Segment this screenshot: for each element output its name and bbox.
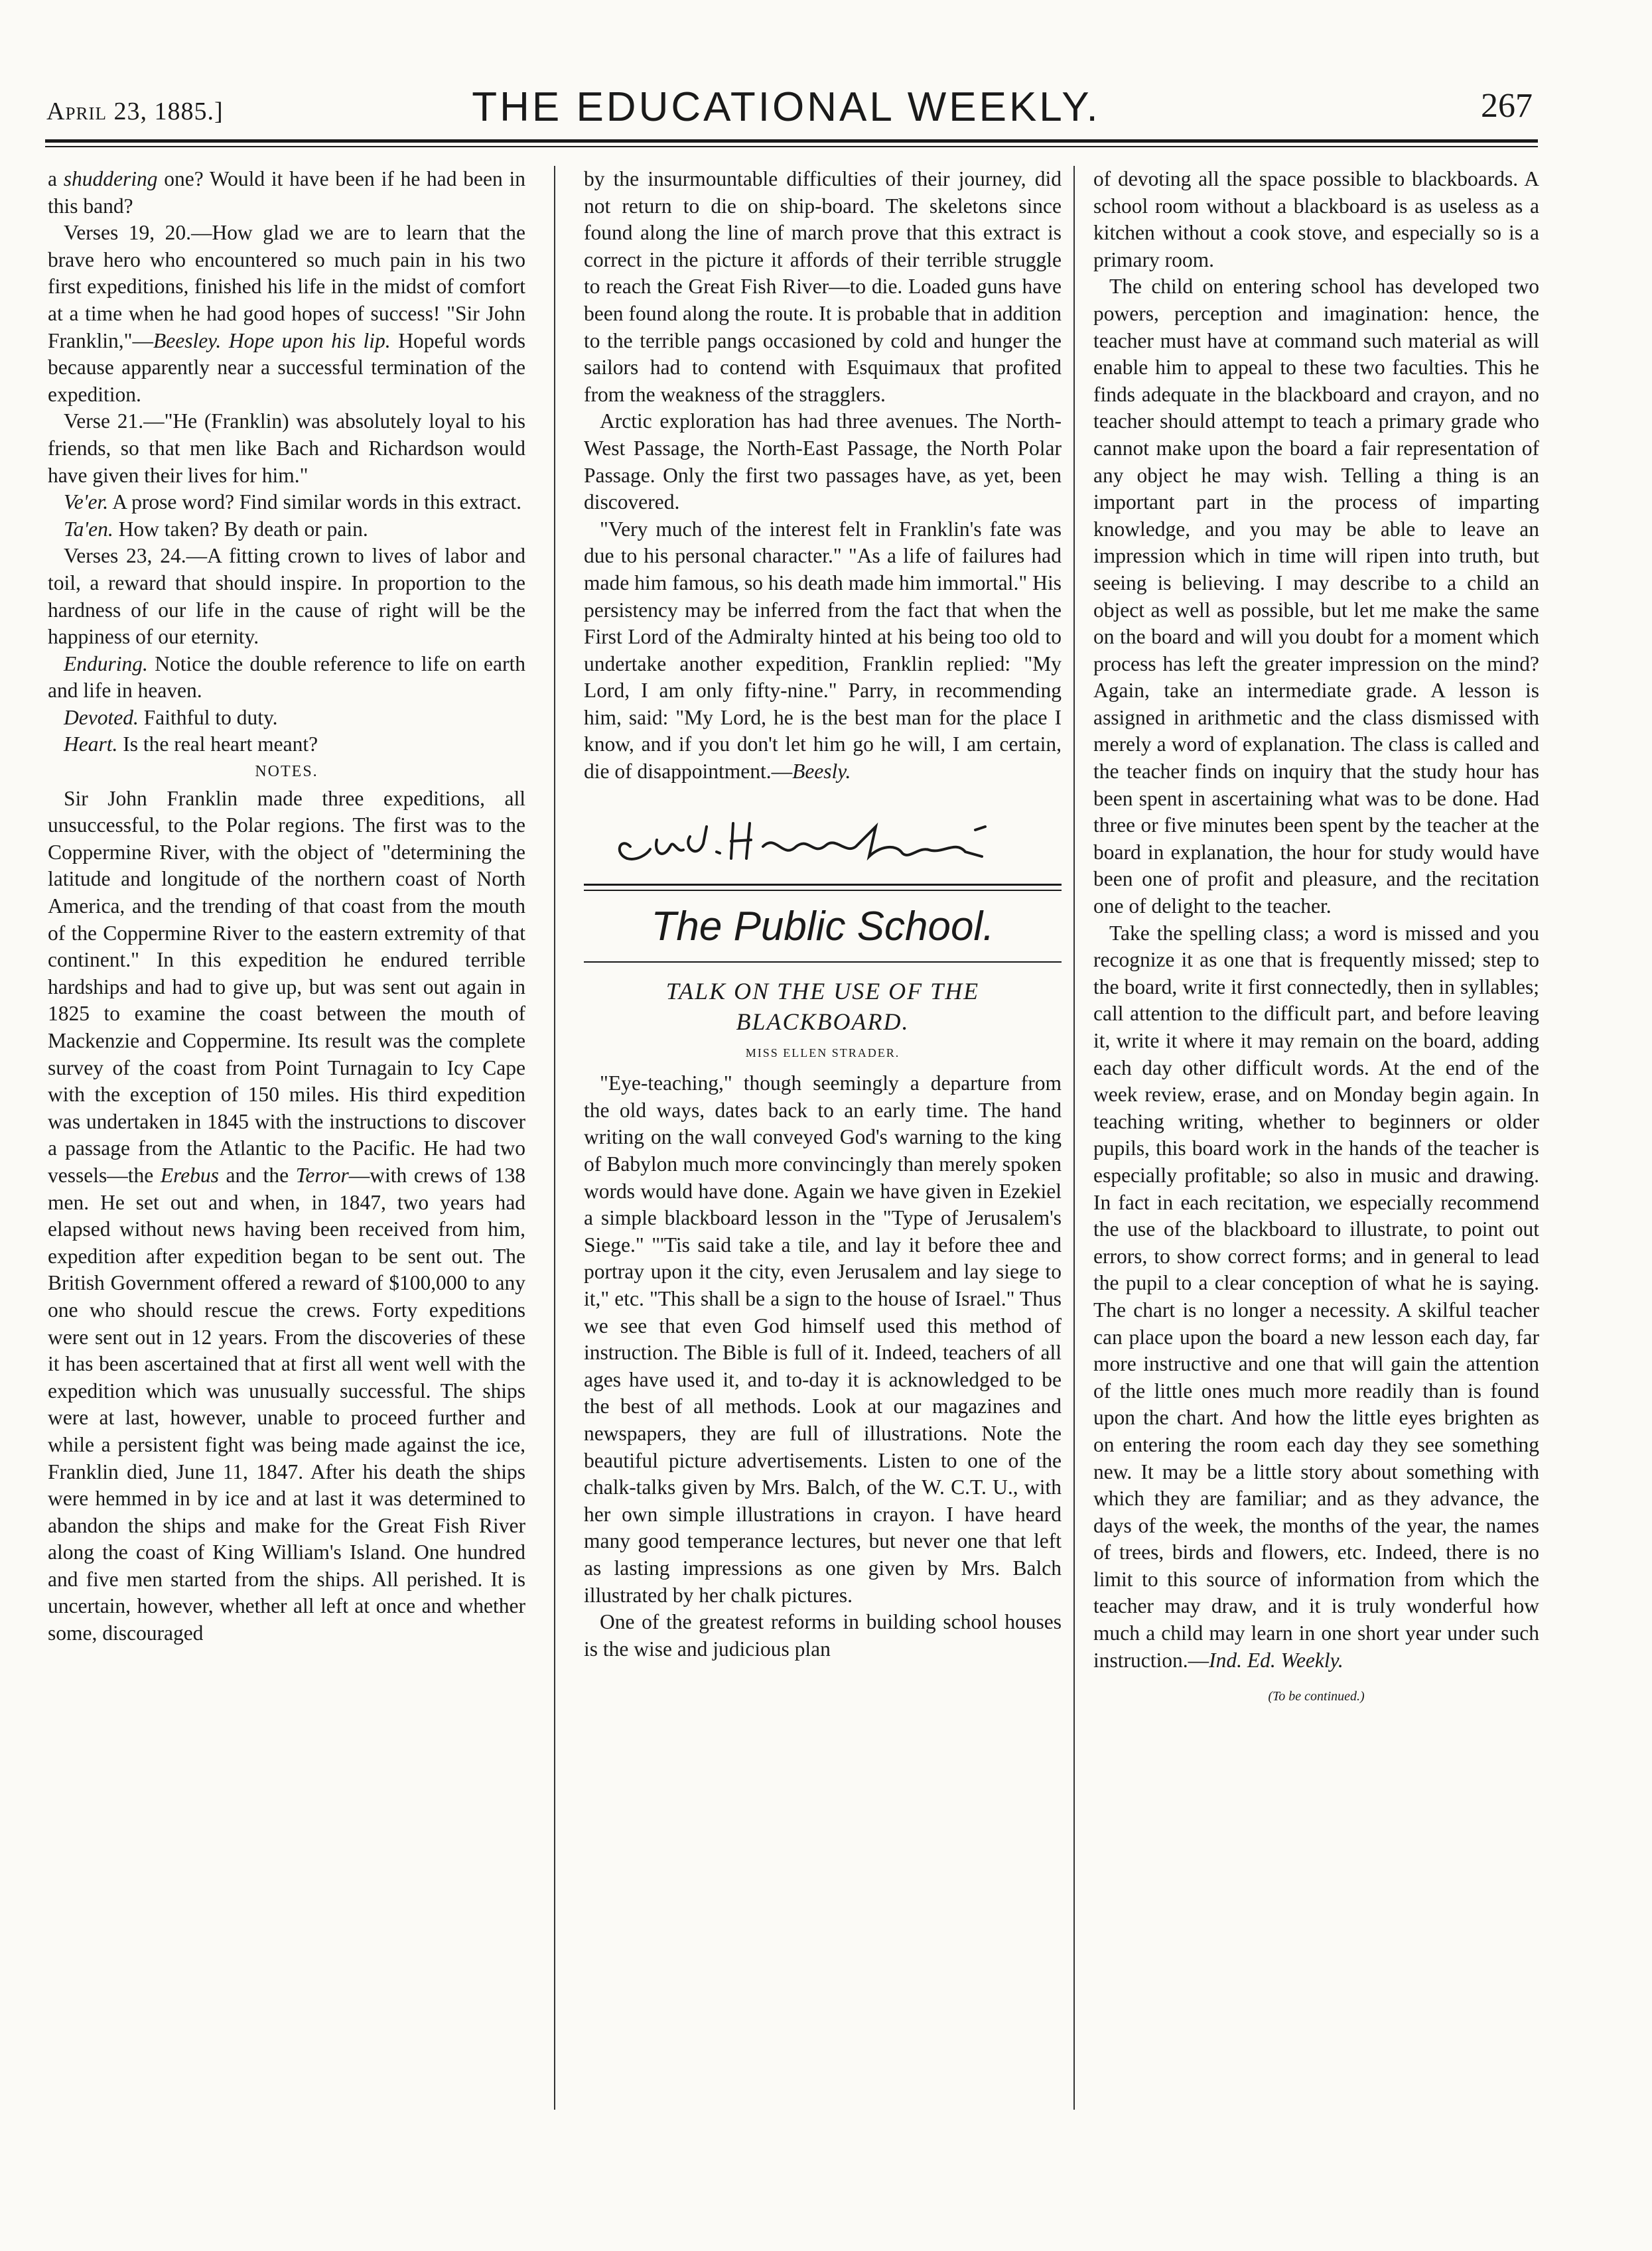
paragraph: Ta'en. How taken? By death or pain.	[64, 517, 368, 541]
page-number: 267	[1481, 87, 1533, 125]
notes-heading: NOTES.	[255, 763, 318, 781]
paragraph: of devoting all the space possible to blackboards. A school room without a blackboard is as useless as a kitchen without a cook stove, and especially so is a primary room.	[1093, 167, 1539, 271]
paragraph: Take the spelling class; a word is missed and you recognize it as one that is frequently missed; step to the board, write it first connectedly, then in syllables; call attention to the difficult part, and before leaving it, write it where it may remain on the board, adding each day other difficult words. At the end of the week review, erase, and on Monday begin again. In teaching writing, whether to beginners or older pupils, this board work in the hands of the teacher is especially profitable; so also in music and drawing. In fact in each recitation, we especially recommend the use of the blackboard to illustrate, to point out errors, to show correct forms; and in general to lead the pupil to a clear conception of what he is saying. The chart is no longer a necessity. A skilful teacher can place upon the board a new lesson each day, far more instructive and one that will gain the attention of the little ones much more readily than is found upon the chart. And how the little eyes brighten as on entering the room each day they see something new. It may be a little story about something with which they are familiar; and as they advance, the days of the week, the months of the year, the names of trees, birds and flowers, etc. Indeed, there is no limit to this source of information from which the teacher may draw, and it is truly wonderful how much a child may learn in one short year under such instruction.—Ind. Ed. Weekly.	[1093, 921, 1539, 1672]
section-rule-top	[584, 884, 1062, 886]
paragraph: "Eye-teaching," though seemingly a departure from the old ways, dates back to an early time. The hand writing on the wall conveyed God's warning to the king of Babylon much more convincingly than merely spoken words would have done. Again we have given in Ezekiel a simple blackboard lesson in the "Type of Jerusalem's Siege." "'Tis said take a tile, and lay it before thee and portray upon it the city, even Jerusalem and lay siege to it," etc. "This shall be a sign to the house of Israel." Thus we see that even God himself used this method of instruction. The Bible is full of it. Indeed, teachers of all ages have used it, and to-day it is acknowledged to be the best of all methods. Look at our magazines and newspapers, they are full of illustrations. Note the beautiful picture advertisements. Listen to one of the chalk-talks given by Mrs. Balch, of the W. C.T. U., with her own simple illustrations in crayon. I have heard many good temperance lectures, but never one that left as lasting impressions as one given by Mrs. Balch illustrated by her chalk pictures.	[584, 1071, 1062, 1607]
column-divider-left	[554, 166, 555, 2110]
column-middle	[584, 166, 1062, 1663]
article-byline: MISS ELLEN STRADER.	[745, 1046, 900, 1059]
continued-note: (To be continued.)	[1268, 1689, 1365, 1704]
paragraph: The child on entering school has developed two powers, perception and imagination: hence, the teacher must have at command such material as will enable him to appeal to these two faculties. This he finds adequate in the blackboard and crayon, and no teacher should attempt to teach a primary grade who cannot make upon the board a fair representation of any object he may wish. Telling a thing is an important part in the process of imparting knowledge, and you may be able to leave an impression which in time will ripen into truth, but seeing is believing. I may describe to a child an object as well as possible, but let me make the same on the board and will you doubt for a moment which process has left the greater impression on the mind? Again, take an intermediate grade. A lesson is assigned in arithmetic and the class dismissed with merely a word of explanation. The class is called and the teacher finds on inquiry that the study hour has been spent in ascertaining what was to be done. Had three or five minutes been spent by the teacher at the board in explanation, the hour for study would have been one of profit and pleasure, and the recitation one of delight to the teacher.	[1093, 275, 1539, 918]
signature-image	[584, 800, 1062, 873]
section-rule-bottom	[584, 961, 1062, 963]
section-rule-top-thin	[584, 890, 1062, 891]
publication-title: THE EDUCATIONAL WEEKLY.	[472, 84, 1101, 130]
paragraph: Ve'er. A prose word? Find similar words in this extract.	[64, 490, 522, 514]
paragraph: One of the greatest reforms in building school houses is the wise and judicious plan	[584, 1610, 1062, 1661]
paragraph: Verses 19, 20.—How glad we are to learn that the brave hero who encountered so much pain in his two first expeditions, finished his life in the midst of comfort at a time when he had good hopes of success! "Sir John Franklin,"—Beesley. Hope upon his lip. Hopeful words because apparently near a successful termination of the expedition.	[48, 221, 525, 406]
paragraph: Verses 23, 24.—A fitting crown to lives of labor and toil, a reward that should inspire. In proportion to the hardness of our life in the cause of right will be the happiness of our eternity.	[48, 544, 525, 649]
paragraph: "Very much of the interest felt in Franklin's fate was due to his personal character." "As a life of failures had made him famous, so his death made him immortal." His persistency may be inferred from the fact that when the First Lord of the Admiralty hinted at his being too old to undertake another expedition, Franklin replied: "My Lord, I am only fifty-nine." Parry, in recommending him, said: "My Lord, he is the best man for the place I know, and if you don't let him go he will, I am certain, die of disappointment.—Beesly.	[584, 517, 1062, 784]
article-title: TALK ON THE USE OF THE BLACKBOARD.	[665, 977, 980, 1035]
paragraph: Verse 21.—"He (Franklin) was absolutely loyal to his friends, so that men like Bach and Richardson would have given their lives for him."	[48, 409, 525, 487]
paragraph: Arctic exploration has had three avenues. The North-West Passage, the North-East Passage, the North Polar Passage. Only the first two passages have, as yet, been discovered.	[584, 409, 1062, 514]
column-right	[1093, 166, 1539, 1710]
masthead	[40, 78, 1533, 139]
paragraph: a shuddering one? Would it have been if he had been in this band?	[48, 167, 526, 218]
header-rule-thin	[45, 146, 1538, 147]
paragraph: Sir John Franklin made three expeditions, all unsuccessful, to the Polar regions. The first was to the Coppermine River, with the object of "determining the latitude and longitude of the northern coast of North America, and the trending of that coast from the mouth of the Coppermine River to the eastern extremity of that continent." In this expedition he endured terrible hardships and had to give up, but was sent out again in 1825 to examine the coast between the mouth of Mackenzie and Coppermine. Its result was the complete survey of the coast from Point Turnagain to Icy Cape with the exception of 150 miles. His third expedition was undertaken in 1845 with the instructions to discover a passage from the Atlantic to the Pacific. He had two vessels—the Erebus and the Terror—with crews of 138 men. He set out and when, in 1847, two years had elapsed without news having been received from him, expedition after expedition began to be sent out. The British Government offered a reward of $100,000 to any one who should rescue the crews. Forty expeditions were sent out in 12 years. From the discoveries of these it has been ascertained that at first all went well with the expedition which was unusually successful. The ships were at last, however, unable to proceed further and while a persistent fight was being made against the ice, Franklin died, June 11, 1847. After his death the ships were hemmed in by ice and at last it was determined to abandon the ships and make for the Great Fish River along the coast of King William's Island. One hundred and five men started from the ships. All perished. It is uncertain, however, whether all left at once and whether some, discouraged	[48, 786, 525, 1645]
column-left	[48, 166, 525, 1647]
column-divider-right	[1073, 166, 1075, 2110]
paragraph: Heart. Is the real heart meant?	[64, 732, 318, 756]
header-rule-thick	[45, 139, 1538, 143]
paragraph: by the insurmountable difficulties of their journey, did not return to die on ship-board. The skeletons since found along the line of march prove that this extract is correct in the picture it affords of their terrible struggle to reach the Great Fish River—to die. Loaded guns have been found along the route. It is probable that in addition to the terrible pangs occasioned by cold and hunger the sailors had to contend with Esquimaux that profited from the weakness of the stragglers.	[584, 167, 1062, 406]
issue-date: April 23, 1885.]	[46, 98, 224, 125]
handwritten-signature	[584, 800, 1062, 873]
paragraph: Enduring. Notice the double reference to life on earth and life in heaven.	[48, 651, 525, 703]
paragraph: Devoted. Faithful to duty.	[64, 705, 278, 729]
section-title: The Public School.	[651, 903, 995, 949]
